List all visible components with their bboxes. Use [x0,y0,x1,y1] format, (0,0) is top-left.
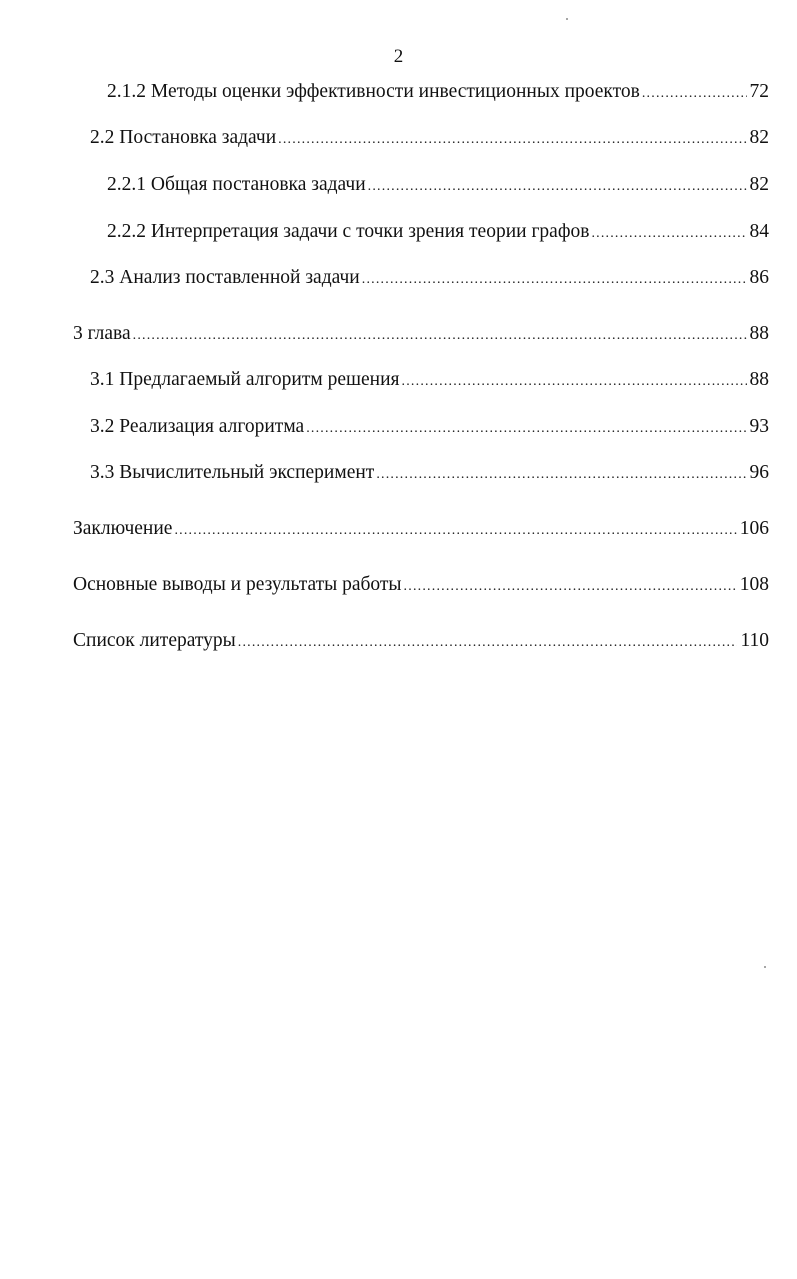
toc-entry-label: 2.2.2 Интерпретация задачи с точки зрения теории графов [107,221,590,242]
toc-entry-label: 2.2 Постановка задачи [90,127,277,148]
dot-leader [642,87,747,101]
toc-entry[interactable] [107,219,769,245]
toc-entry-page: 82 [749,127,769,148]
dot-leader [306,422,746,436]
toc-entry-page: 108 [739,574,769,595]
toc-entry-page: 72 [749,81,769,102]
toc-entry[interactable] [90,125,769,151]
toc-entry[interactable] [73,516,769,542]
scan-speck [566,18,568,20]
dot-leader [368,180,747,194]
dot-leader [404,580,737,594]
dot-leader [133,329,747,343]
toc-entry[interactable] [73,572,769,598]
dot-leader [376,468,746,482]
toc-entry-label: 2.3 Анализ поставленной задачи [90,267,360,288]
toc-entry-label: 3.1 Предлагаемый алгоритм решения [90,369,400,390]
toc-entry-page: 96 [749,462,769,483]
toc-entry-label: Список литературы [73,630,236,651]
toc-entry[interactable] [90,414,769,440]
dot-leader [238,636,738,650]
toc-entry[interactable] [90,367,769,393]
dot-leader [362,273,747,287]
toc-entry-page: 88 [749,323,769,344]
toc-entry[interactable] [73,628,769,654]
toc-entry[interactable] [107,79,769,105]
toc-entry-label: 3.3 Вычислительный эксперимент [90,462,375,483]
toc-entry-label: Основные выводы и результаты работы [73,574,402,595]
dot-leader [174,524,736,538]
toc-entry-page: 93 [749,416,769,437]
toc-entry[interactable] [90,265,769,291]
toc-entry-label: 2.2.1 Общая постановка задачи [107,174,366,195]
toc-entry-page: 106 [739,518,769,539]
toc-entry-page: 82 [749,174,769,195]
dot-leader [591,227,746,241]
toc-entry-page: 110 [740,630,769,651]
toc-entry[interactable] [107,172,769,198]
toc-entry-page: 86 [749,267,769,288]
toc-entry-page: 84 [749,221,769,242]
toc-entry-label: 2.1.2 Методы оценки эффективности инвестиционных проектов [107,81,640,102]
toc-entry-page: 88 [749,369,769,390]
toc-entry-label: 3 глава [73,323,131,344]
toc-entry-label: 3.2 Реализация алгоритма [90,416,305,437]
dot-leader [278,133,746,147]
toc-entry[interactable] [90,460,769,486]
page-number: 2 [393,46,404,67]
toc-entry[interactable] [73,321,769,347]
toc-entry-label: Заключение [73,518,173,539]
scan-speck [764,966,766,968]
dot-leader [402,375,747,389]
